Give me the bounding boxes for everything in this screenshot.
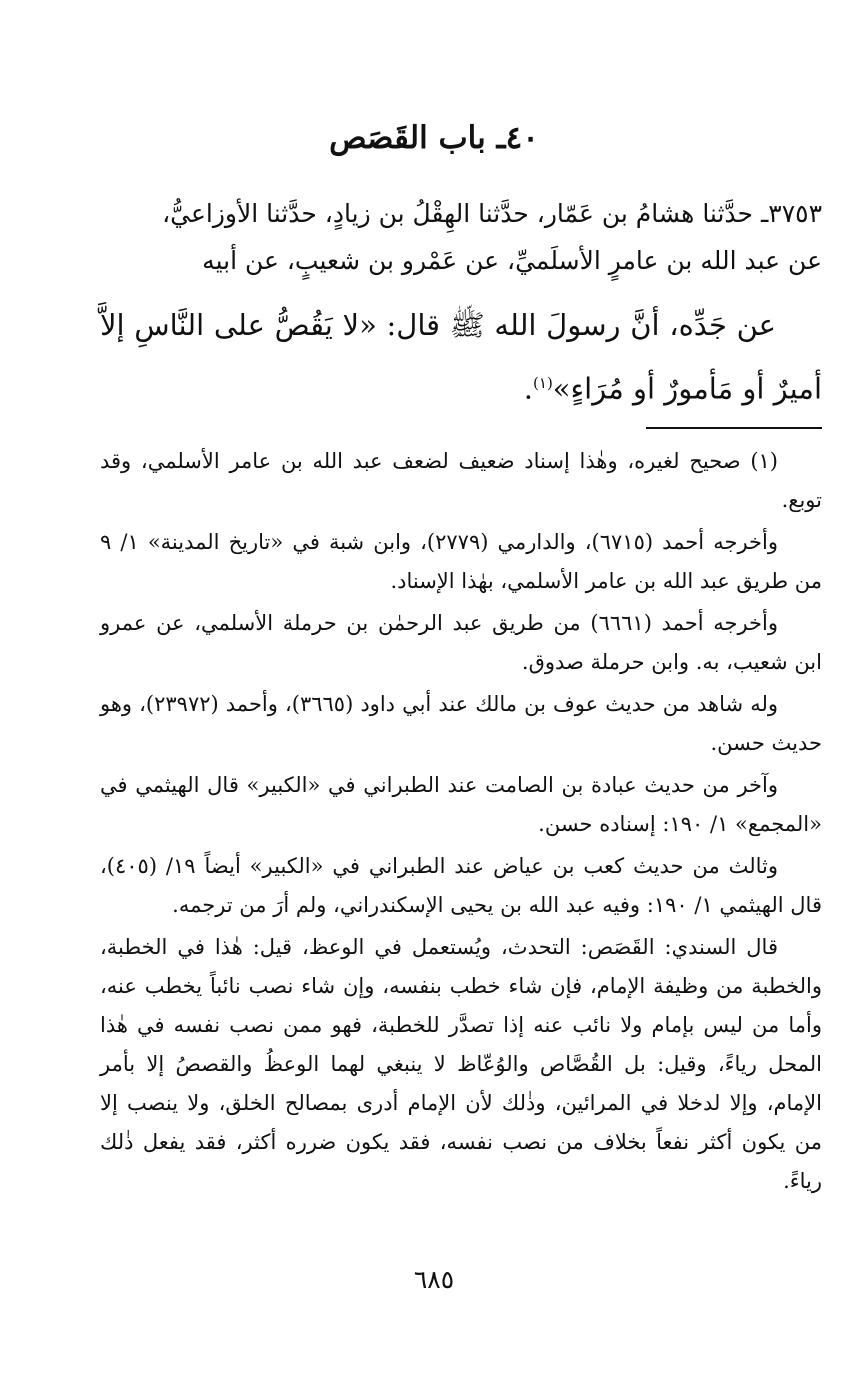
- footnote-separator: [646, 427, 822, 429]
- footnote-marker: (١): [533, 374, 553, 392]
- footnote-paragraph: (١) صحيح لغيره، وهٰذا إسناد ضعيف لضعف عبد الله بن عامر الأسلمي، وقد توبع.: [100, 449, 822, 512]
- isnad-line-2: عن عبد الله بن عامرٍ الأسلَميِّ، عن عَمْرو بن شعيبٍ، عن أبيه: [202, 246, 822, 275]
- footnote-paragraph: وثالث من حديث كعب بن عياض عند الطبراني في «الكبير» أيضاً ١٩/ (٤٠٥)، قال الهيثمي ١/ ١٩٠: وفيه عبد الله بن يحيى الإسكندراني، ولم أرَ من ترجمه.: [100, 854, 822, 917]
- footnote-paragraph: وأخرجه أحمد (٦٦٦١) من طريق عبد الرحمٰن بن حرملة الأسلمي، عن عمرو ابن شعيب، به. وابن حرملة صدوق.: [100, 611, 822, 674]
- matn-text: عن جَدِّه، أنَّ رسولَ الله ﷺ قال: «لا يَقُصُّ على النَّاسِ إلاَّ أميرٌ أو مَأمورٌ أو مُرَاءٍ»: [100, 308, 822, 406]
- footnote-paragraph: قال السندي: القَصَص: التحدث، ويُستعمل في الوعظ، قيل: هٰذا في الخطبة، والخطبة من وظيفة الإمام، فإن شاء خطب بنفسه، وإن شاء نصب نائباً يخطب عنه، وأما من ليس بإمام ولا نائب عنه إذا تصدَّر للخطبة، فهو ممن نصب نفسه في هٰذا المحل رياءً، وقيل: بل القُصَّاص والوُعّاظ لا ينبغي لهما الوعظُ والقصصُ إلا بأمر الإمام، وإلا لدخلا في المرائين، وذٰلك لأن الإمام أدرى بمصالح الخلق، ولا ينصب إلا من يكون أكثر نفعاً بخلاف من نصب نفسه، فقد يكون ضرره أكثر، فقد يفعل ذٰلك رياءً.: [100, 935, 822, 1193]
- footnote-paragraph: وأخرجه أحمد (٦٧١٥)، والدارمي (٢٧٧٩)، وابن شبة في «تاريخ المدينة» ١/ ٩ من طريق عبد الله بن عامر الأسلمي، بهٰذا الإسناد.: [100, 530, 822, 593]
- footnote-paragraph: وله شاهد من حديث عوف بن مالك عند أبي داود (٣٦٦٥)، وأحمد (٢٣٩٧٢)، وهو حديث حسن.: [100, 692, 822, 755]
- isnad-line-1: ٣٧٥٣ـ حدَّثنا هشامُ بن عَمّار، حدَّثنا الهِقْلُ بن زيادٍ، حدَّثنا الأوزاعيُّ،: [162, 199, 822, 228]
- page-number: ٦٨٥: [413, 1265, 455, 1294]
- footnote-paragraph: وآخر من حديث عبادة بن الصامت عند الطبراني في «الكبير» قال الهيثمي في «المجمع» ١/ ١٩٠: إسناده حسن.: [100, 773, 822, 836]
- chapter-title: ٤٠ـ باب القَصَص: [329, 120, 539, 156]
- footnotes: [100, 442, 822, 1204]
- matn-end: .: [523, 371, 534, 406]
- hadith-matn: [100, 296, 822, 418]
- matn-paragraph: [100, 296, 822, 418]
- hadith-isnad: [100, 190, 822, 284]
